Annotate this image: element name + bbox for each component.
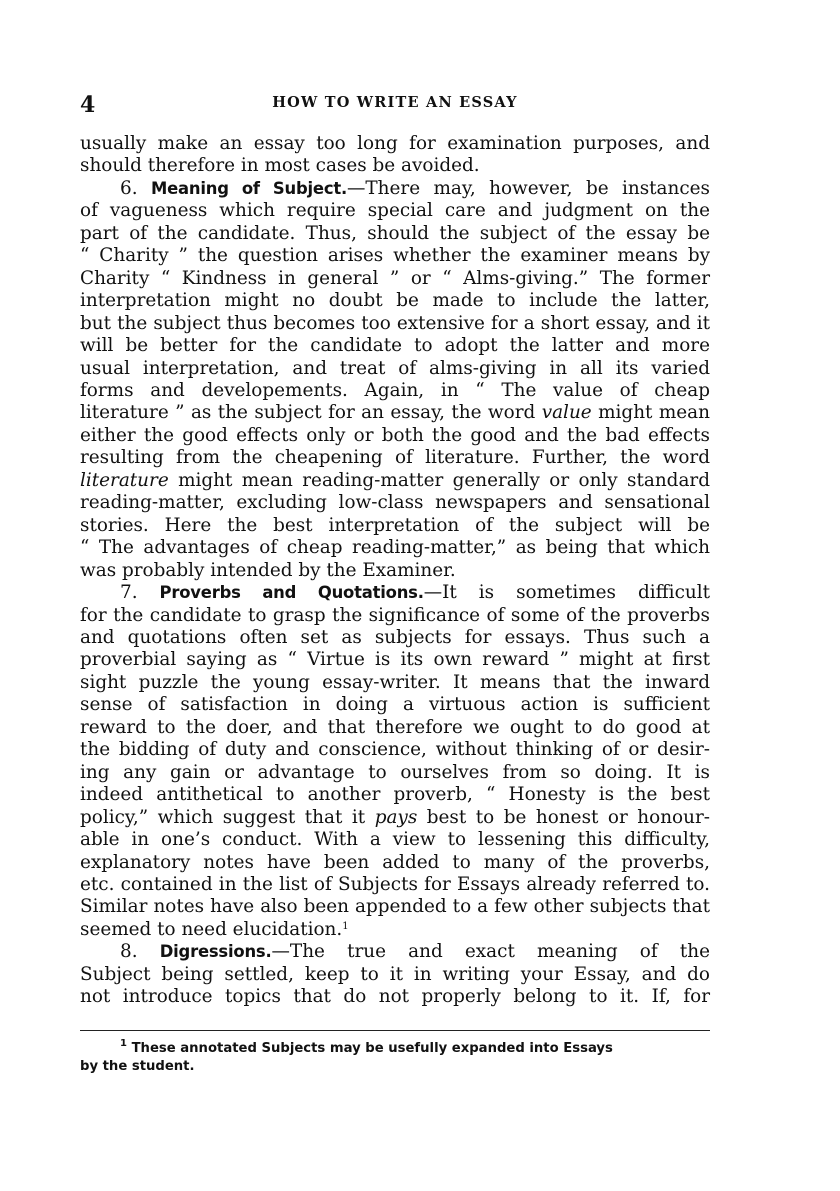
text-line: Charity “ Kindness in general ” or “ Alms-giving.” The former — [80, 267, 710, 289]
text-line: resulting from the cheapening of literature. Further, the word — [80, 447, 710, 469]
body-text — [80, 133, 710, 1009]
section-8-first-line — [80, 941, 710, 963]
text-line: explanatory notes have been added to many of the proverbs, — [80, 851, 710, 873]
text-run: —There may, however, be instances — [347, 177, 710, 199]
text-line: interpretation might no doubt be made to include the latter, — [80, 290, 710, 312]
text-run: —It is sometimes difficult — [423, 582, 710, 604]
text-line: sense of satisfaction in doing a virtuous action is sufficient — [80, 694, 710, 716]
section-7-first-line — [80, 582, 710, 604]
section-number: 8. — [120, 941, 138, 963]
page-header — [80, 90, 710, 118]
text-line: reading-matter, excluding low-class newspapers and sensational — [80, 492, 710, 514]
section-heading-meaning-of-subject: Meaning of Subject. — [150, 178, 348, 198]
text-line: Similar notes have also been appended to a few other subjects that — [80, 896, 710, 918]
text-run: policy,” which suggest that it — [80, 806, 366, 828]
section-heading-digressions: Digressions. — [159, 942, 272, 962]
text-run: best to be honest or honour- — [426, 806, 710, 828]
text-run: —The true and exact meaning of the — [271, 941, 710, 963]
footnote-reference: 1 — [342, 920, 349, 932]
text-line: not introduce topics that do not properly belong to it. If, for — [80, 986, 710, 1008]
text-line: stories. Here the best interpretation of the subject will be — [80, 514, 710, 536]
footnote-line: by the student. — [80, 1059, 195, 1074]
footnote-marker: 1 — [120, 1038, 127, 1049]
footnote — [80, 1040, 710, 1076]
text-line: for the candidate to grasp the significance of some of the proverbs — [80, 604, 710, 626]
italic-word: value — [541, 402, 592, 424]
text-line: will be better for the candidate to adopt the latter and more — [80, 335, 710, 357]
text-line — [80, 919, 710, 941]
text-line: either the good effects only or both the good and the bad effects — [80, 424, 710, 446]
italic-word: literature — [80, 469, 169, 491]
text-line: usually make an essay too long for examination purposes, and — [80, 133, 710, 154]
text-line: “ Charity ” the question arises whether the examiner means by — [80, 245, 710, 267]
text-line: should therefore in most cases be avoided. — [80, 155, 480, 177]
text-run: might mean — [598, 402, 710, 424]
text-line — [80, 402, 710, 424]
text-run: might mean reading-matter generally or only standard — [178, 469, 710, 491]
text-line: but the subject thus becomes too extensive for a short essay, and it — [80, 312, 710, 334]
text-line: etc. contained in the list of Subjects for Essays already referred to. — [80, 873, 710, 895]
footnote-line — [80, 1040, 710, 1058]
text-line: sight puzzle the young essay-writer. It means that the inward — [80, 671, 710, 693]
text-line: part of the candidate. Thus, should the subject of the essay be — [80, 222, 710, 244]
footnote-divider — [80, 1030, 710, 1031]
text-line: “ The advantages of cheap reading-matter,” as being that which — [80, 537, 710, 559]
section-number: 6. — [120, 177, 138, 199]
text-run: seemed to need elucidation. — [80, 918, 343, 940]
running-title: HOW TO WRITE AN ESSAY — [272, 94, 518, 111]
text-line — [80, 470, 710, 492]
text-line: able in one’s conduct. With a view to lessening this difficulty, — [80, 829, 710, 851]
text-run: literature ” as the subject for an essay, the word — [80, 402, 536, 424]
text-line: usual interpretation, and treat of alms-giving in all its varied — [80, 357, 710, 379]
text-line — [80, 807, 710, 829]
text-line: reward to the doer, and that therefore we ought to do good at — [80, 716, 710, 738]
section-number: 7. — [120, 582, 138, 604]
text-line: was probably intended by the Examiner. — [80, 559, 456, 581]
section-heading-proverbs-and-quotations: Proverbs and Quotations. — [159, 583, 424, 603]
section-6-first-line — [80, 178, 710, 200]
text-line: indeed antithetical to another proverb, “ Honesty is the best — [80, 784, 710, 806]
text-line: proverbial saying as “ Virtue is its own reward ” might at first — [80, 649, 710, 671]
italic-word: pays — [374, 806, 418, 828]
text-line: ing any gain or advantage to ourselves from so doing. It is — [80, 761, 710, 783]
page-number: 4 — [80, 92, 96, 118]
text-line: of vagueness which require special care and judgment on the — [80, 200, 710, 222]
text-line: Subject being settled, keep to it in writing your Essay, and do — [80, 963, 710, 985]
footnote-text: These annotated Subjects may be usefully expanded into Essays — [131, 1041, 613, 1056]
text-line: forms and developements. Again, in “ The value of cheap — [80, 379, 710, 401]
text-line: the bidding of duty and conscience, without thinking of or desir- — [80, 739, 710, 761]
text-line: and quotations often set as subjects for essays. Thus such a — [80, 626, 710, 648]
